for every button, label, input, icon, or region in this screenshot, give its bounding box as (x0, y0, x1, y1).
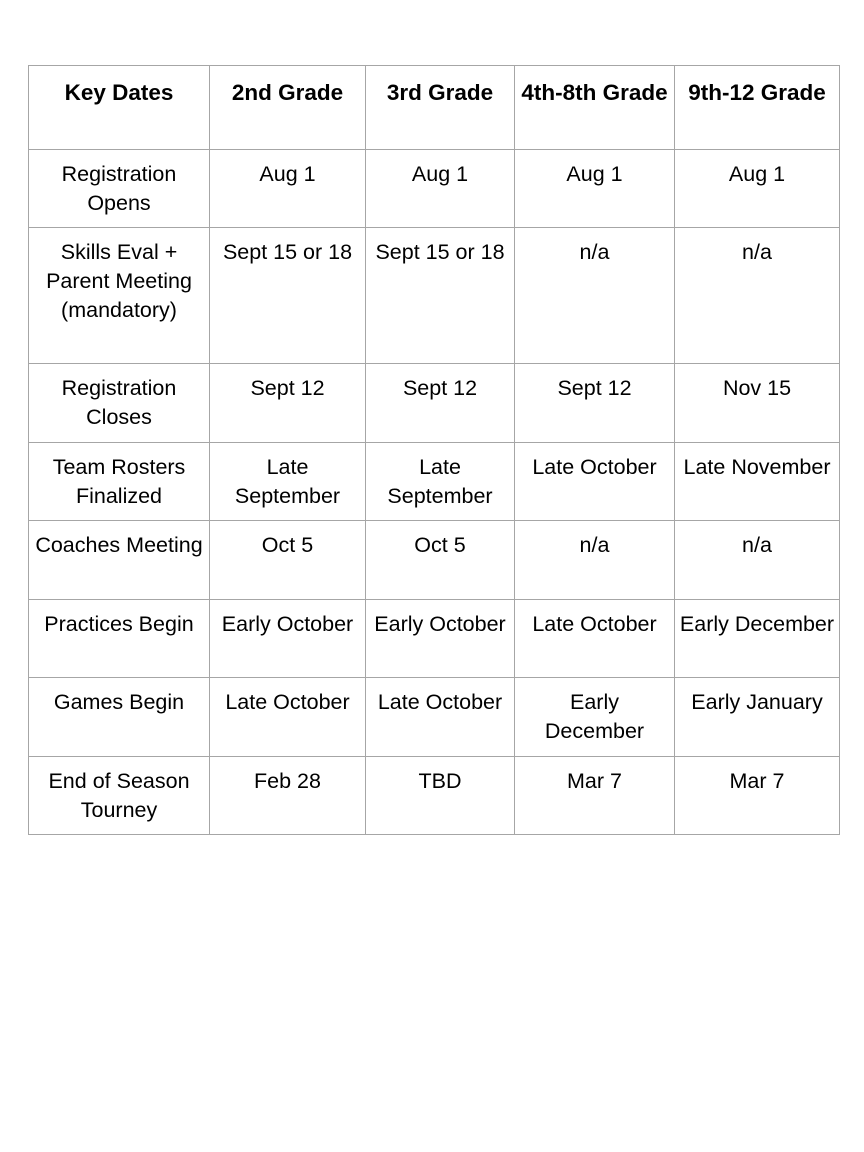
table-cell: Sept 12 (366, 364, 515, 443)
table-row (29, 757, 840, 835)
row-label: Coaches Meeting (29, 521, 210, 600)
table-cell: Aug 1 (675, 150, 840, 228)
table-cell: Aug 1 (366, 150, 515, 228)
header-4th-8th-grade: 4th-8th Grade (515, 66, 675, 150)
table-cell: Aug 1 (515, 150, 675, 228)
table-cell: Early October (366, 600, 515, 678)
table-cell: Late October (515, 443, 675, 521)
table-cell: Sept 12 (515, 364, 675, 443)
table-row (29, 600, 840, 678)
table-row (29, 521, 840, 600)
row-label: Registration Opens (29, 150, 210, 228)
table-cell: n/a (675, 228, 840, 364)
table-row (29, 678, 840, 757)
header-key-dates: Key Dates (29, 66, 210, 150)
table-cell: Late November (675, 443, 840, 521)
row-label: Games Begin (29, 678, 210, 757)
table-cell: Oct 5 (366, 521, 515, 600)
table-cell: Late September (366, 443, 515, 521)
table-cell: Early December (675, 600, 840, 678)
table-cell: Late September (210, 443, 366, 521)
row-label: End of Season Tourney (29, 757, 210, 835)
row-label: Registration Closes (29, 364, 210, 443)
table-cell: Aug 1 (210, 150, 366, 228)
table-row (29, 443, 840, 521)
table-cell: Early January (675, 678, 840, 757)
table-row (29, 150, 840, 228)
table-cell: Early December (515, 678, 675, 757)
table-cell: Early October (210, 600, 366, 678)
table-cell: Sept 15 or 18 (210, 228, 366, 364)
header-9th-12-grade: 9th-12 Grade (675, 66, 840, 150)
table-row (29, 228, 840, 364)
table-cell: Late October (366, 678, 515, 757)
table-cell: Late October (515, 600, 675, 678)
table-cell: TBD (366, 757, 515, 835)
table-cell: Oct 5 (210, 521, 366, 600)
row-label: Team Rosters Finalized (29, 443, 210, 521)
table-cell: Mar 7 (515, 757, 675, 835)
table-cell: Nov 15 (675, 364, 840, 443)
header-3rd-grade: 3rd Grade (366, 66, 515, 150)
table-cell: n/a (675, 521, 840, 600)
key-dates-table (28, 65, 840, 835)
table-cell: Mar 7 (675, 757, 840, 835)
table-cell: n/a (515, 521, 675, 600)
table-cell: n/a (515, 228, 675, 364)
table-cell: Feb 28 (210, 757, 366, 835)
header-2nd-grade: 2nd Grade (210, 66, 366, 150)
table-header-row (29, 66, 840, 150)
table-cell: Late October (210, 678, 366, 757)
row-label: Skills Eval + Parent Meeting (mandatory) (29, 228, 210, 364)
table-cell: Sept 12 (210, 364, 366, 443)
table-row (29, 364, 840, 443)
row-label: Practices Begin (29, 600, 210, 678)
table-cell: Sept 15 or 18 (366, 228, 515, 364)
